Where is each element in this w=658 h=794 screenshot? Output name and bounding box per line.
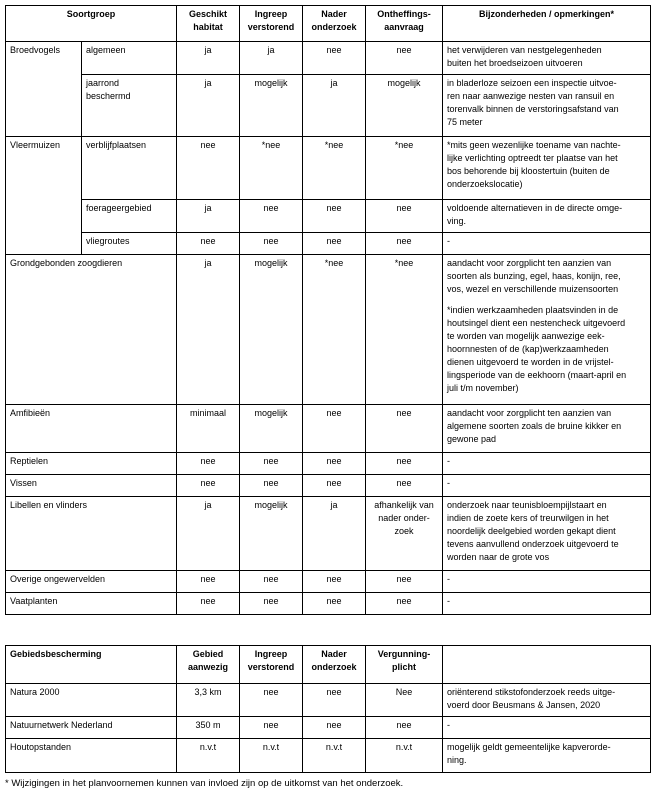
cell-ontheffing: *nee	[366, 137, 443, 200]
area-houtopstanden: Houtopstanden	[6, 739, 177, 773]
cell-ingreep: nee	[240, 233, 303, 255]
header-vergunningplicht: Vergunning- plicht	[366, 646, 443, 684]
cell-note: -	[443, 593, 651, 615]
group-vissen: Vissen	[6, 475, 177, 497]
cell-habitat: nee	[177, 593, 240, 615]
cell-note: onderzoek naar teunisbloempijlstaart en indien de zoete kers of treurwilgen in het noordelijk deelgebied worden gekapt dient tevens aanvullend onderzoek uitgevoerd te worden naar de grote vos	[443, 497, 651, 571]
cell-ontheffing: nee	[366, 405, 443, 453]
table-row	[6, 405, 651, 453]
cell-nader: nee	[303, 475, 366, 497]
cell-nader: nee	[303, 717, 366, 739]
cell-ingreep: mogelijk	[240, 497, 303, 571]
cell-nader: ja	[303, 75, 366, 137]
cell-nader: nee	[303, 593, 366, 615]
table-row	[6, 75, 651, 137]
cell-note: -	[443, 717, 651, 739]
cell-ingreep: mogelijk	[240, 75, 303, 137]
cell-ingreep: nee	[240, 684, 303, 717]
footnote: * Wijzigingen in het planvoornemen kunnen van invloed zijn op de uitkomst van het onderzoek.	[5, 778, 404, 789]
cell-ingreep: mogelijk	[240, 405, 303, 453]
table-row	[6, 42, 651, 75]
header-bijzonderheden: Bijzonderheden / opmerkingen*	[443, 6, 651, 42]
group-overige-ongewervelden: Overige ongewervelden	[6, 571, 177, 593]
group-vleermuizen: Vleermuizen	[6, 137, 82, 255]
header-ingreep-verstorend: Ingreep verstorend	[240, 6, 303, 42]
sub-algemeen: algemeen	[82, 42, 177, 75]
cell-ingreep: n.v.t	[240, 739, 303, 773]
table-row	[6, 200, 651, 233]
cell-ontheffing: nee	[366, 453, 443, 475]
cell-note: -	[443, 233, 651, 255]
cell-habitat: nee	[177, 137, 240, 200]
cell-ontheffing: *nee	[366, 255, 443, 405]
group-broedvogels: Broedvogels	[6, 42, 82, 137]
cell-aanwezig: n.v.t	[177, 739, 240, 773]
cell-ingreep: nee	[240, 717, 303, 739]
header-gebiedsbescherming: Gebiedsbescherming	[6, 646, 177, 684]
table-row	[6, 255, 651, 405]
header-soortgroep: Soortgroep	[6, 6, 177, 42]
cell-ingreep: nee	[240, 200, 303, 233]
table-row	[6, 453, 651, 475]
header-gebied-aanwezig: Gebied aanwezig	[177, 646, 240, 684]
sub-vliegroutes: vliegroutes	[82, 233, 177, 255]
table2-header-row	[6, 646, 651, 684]
sub-jaarrond: jaarrond beschermd	[82, 75, 177, 137]
cell-note: -	[443, 571, 651, 593]
note-eekhoorn: *indien werkzaamheden plaatsvinden in de houtsingel dient een nestencheck uitgevoerd te worden van mogelijk aanwezige eek- hoornnesten of de (kap)werkzaamheden dienen uitgevoerd te worden in de vrijstel- lingsperiode van de eekhoorn (maart-april en juli t/m november)	[447, 305, 627, 393]
cell-note: voldoende alternatieven in de directe omge- ving.	[443, 200, 651, 233]
sub-foerageergebied: foerageergebied	[82, 200, 177, 233]
cell-ingreep: nee	[240, 453, 303, 475]
cell-habitat: ja	[177, 497, 240, 571]
cell-vergunning: Nee	[366, 684, 443, 717]
sub-verblijfplaatsen: verblijfplaatsen	[82, 137, 177, 200]
cell-habitat: ja	[177, 42, 240, 75]
header-nader-onderzoek: Nader onderzoek	[303, 646, 366, 684]
cell-ingreep: *nee	[240, 137, 303, 200]
cell-ingreep: nee	[240, 571, 303, 593]
cell-aanwezig: 3,3 km	[177, 684, 240, 717]
table-row	[6, 593, 651, 615]
area-protection-table	[5, 645, 651, 773]
area-natura-2000: Natura 2000	[6, 684, 177, 717]
cell-ontheffing: afhankelijk van nader onder- zoek	[366, 497, 443, 571]
cell-nader: *nee	[303, 137, 366, 200]
cell-nader: nee	[303, 233, 366, 255]
cell-habitat: nee	[177, 453, 240, 475]
cell-nader: n.v.t	[303, 739, 366, 773]
cell-ingreep: nee	[240, 593, 303, 615]
cell-habitat: minimaal	[177, 405, 240, 453]
group-amfibieen: Amfibieën	[6, 405, 177, 453]
table1-header-row	[6, 6, 651, 42]
group-libellen-vlinders: Libellen en vlinders	[6, 497, 177, 571]
cell-nader: nee	[303, 200, 366, 233]
cell-habitat: nee	[177, 475, 240, 497]
cell-habitat: ja	[177, 255, 240, 405]
cell-note: mogelijk geldt gemeentelijke kapverorde- ning.	[443, 739, 651, 773]
species-protection-table	[5, 5, 651, 615]
table-row	[6, 233, 651, 255]
cell-note: het verwijderen van nestgelegenheden buiten het broedseizoen uitvoeren	[443, 42, 651, 75]
cell-nader: ja	[303, 497, 366, 571]
header-geschikt-habitat: Geschikt habitat	[177, 6, 240, 42]
table-row	[6, 684, 651, 717]
cell-nader: nee	[303, 405, 366, 453]
cell-nader: nee	[303, 453, 366, 475]
group-reptielen: Reptielen	[6, 453, 177, 475]
cell-ingreep: nee	[240, 475, 303, 497]
cell-ontheffing: mogelijk	[366, 75, 443, 137]
cell-ontheffing: nee	[366, 200, 443, 233]
cell-nader: *nee	[303, 255, 366, 405]
table-row	[6, 717, 651, 739]
cell-note: *mits geen wezenlijke toename van nachte- lijke verlichting optreedt ter plaatse van het bos behorende bij kloostertuin (buiten de onderzoekslocatie)	[443, 137, 651, 200]
table-row	[6, 571, 651, 593]
cell-ontheffing: nee	[366, 571, 443, 593]
cell-vergunning: n.v.t	[366, 739, 443, 773]
cell-note: aandacht voor zorgplicht ten aanzien van algemene soorten zoals de bruine kikker en gewone pad	[443, 405, 651, 453]
table-row	[6, 475, 651, 497]
cell-nader: nee	[303, 571, 366, 593]
header-ontheffingsaanvraag: Ontheffings- aanvraag	[366, 6, 443, 42]
cell-ingreep: mogelijk	[240, 255, 303, 405]
cell-ontheffing: nee	[366, 475, 443, 497]
cell-habitat: nee	[177, 571, 240, 593]
cell-habitat: ja	[177, 200, 240, 233]
header-opmerking	[443, 646, 651, 684]
header-nader-onderzoek: Nader onderzoek	[303, 6, 366, 42]
group-vaatplanten: Vaatplanten	[6, 593, 177, 615]
cell-nader: nee	[303, 42, 366, 75]
cell-vergunning: nee	[366, 717, 443, 739]
cell-note: oriënterend stikstofonderzoek reeds uitge- voerd door Beusmans & Jansen, 2020	[443, 684, 651, 717]
cell-ontheffing: nee	[366, 42, 443, 75]
note-zorgplicht: aandacht voor zorgplicht ten aanzien van soorten als bunzing, egel, haas, konijn, ree, vos, wezel en verschillende muizensoorten	[447, 258, 621, 294]
cell-note: -	[443, 453, 651, 475]
cell-ingreep: ja	[240, 42, 303, 75]
cell-ontheffing: nee	[366, 233, 443, 255]
cell-habitat: nee	[177, 233, 240, 255]
table-row	[6, 137, 651, 200]
cell-nader: nee	[303, 684, 366, 717]
cell-note: -	[443, 475, 651, 497]
cell-note	[443, 255, 651, 405]
cell-habitat: ja	[177, 75, 240, 137]
cell-ontheffing: nee	[366, 593, 443, 615]
table-row	[6, 739, 651, 773]
cell-aanwezig: 350 m	[177, 717, 240, 739]
group-grondgebonden-zoogdieren: Grondgebonden zoogdieren	[6, 255, 177, 405]
table-row	[6, 497, 651, 571]
header-ingreep-verstorend: Ingreep verstorend	[240, 646, 303, 684]
area-natuurnetwerk: Natuurnetwerk Nederland	[6, 717, 177, 739]
cell-note: in bladerloze seizoen een inspectie uitvoe- ren naar aanwezige nesten van ransuil en torenvalk binnen de verstoringsafstand van 75 meter	[443, 75, 651, 137]
